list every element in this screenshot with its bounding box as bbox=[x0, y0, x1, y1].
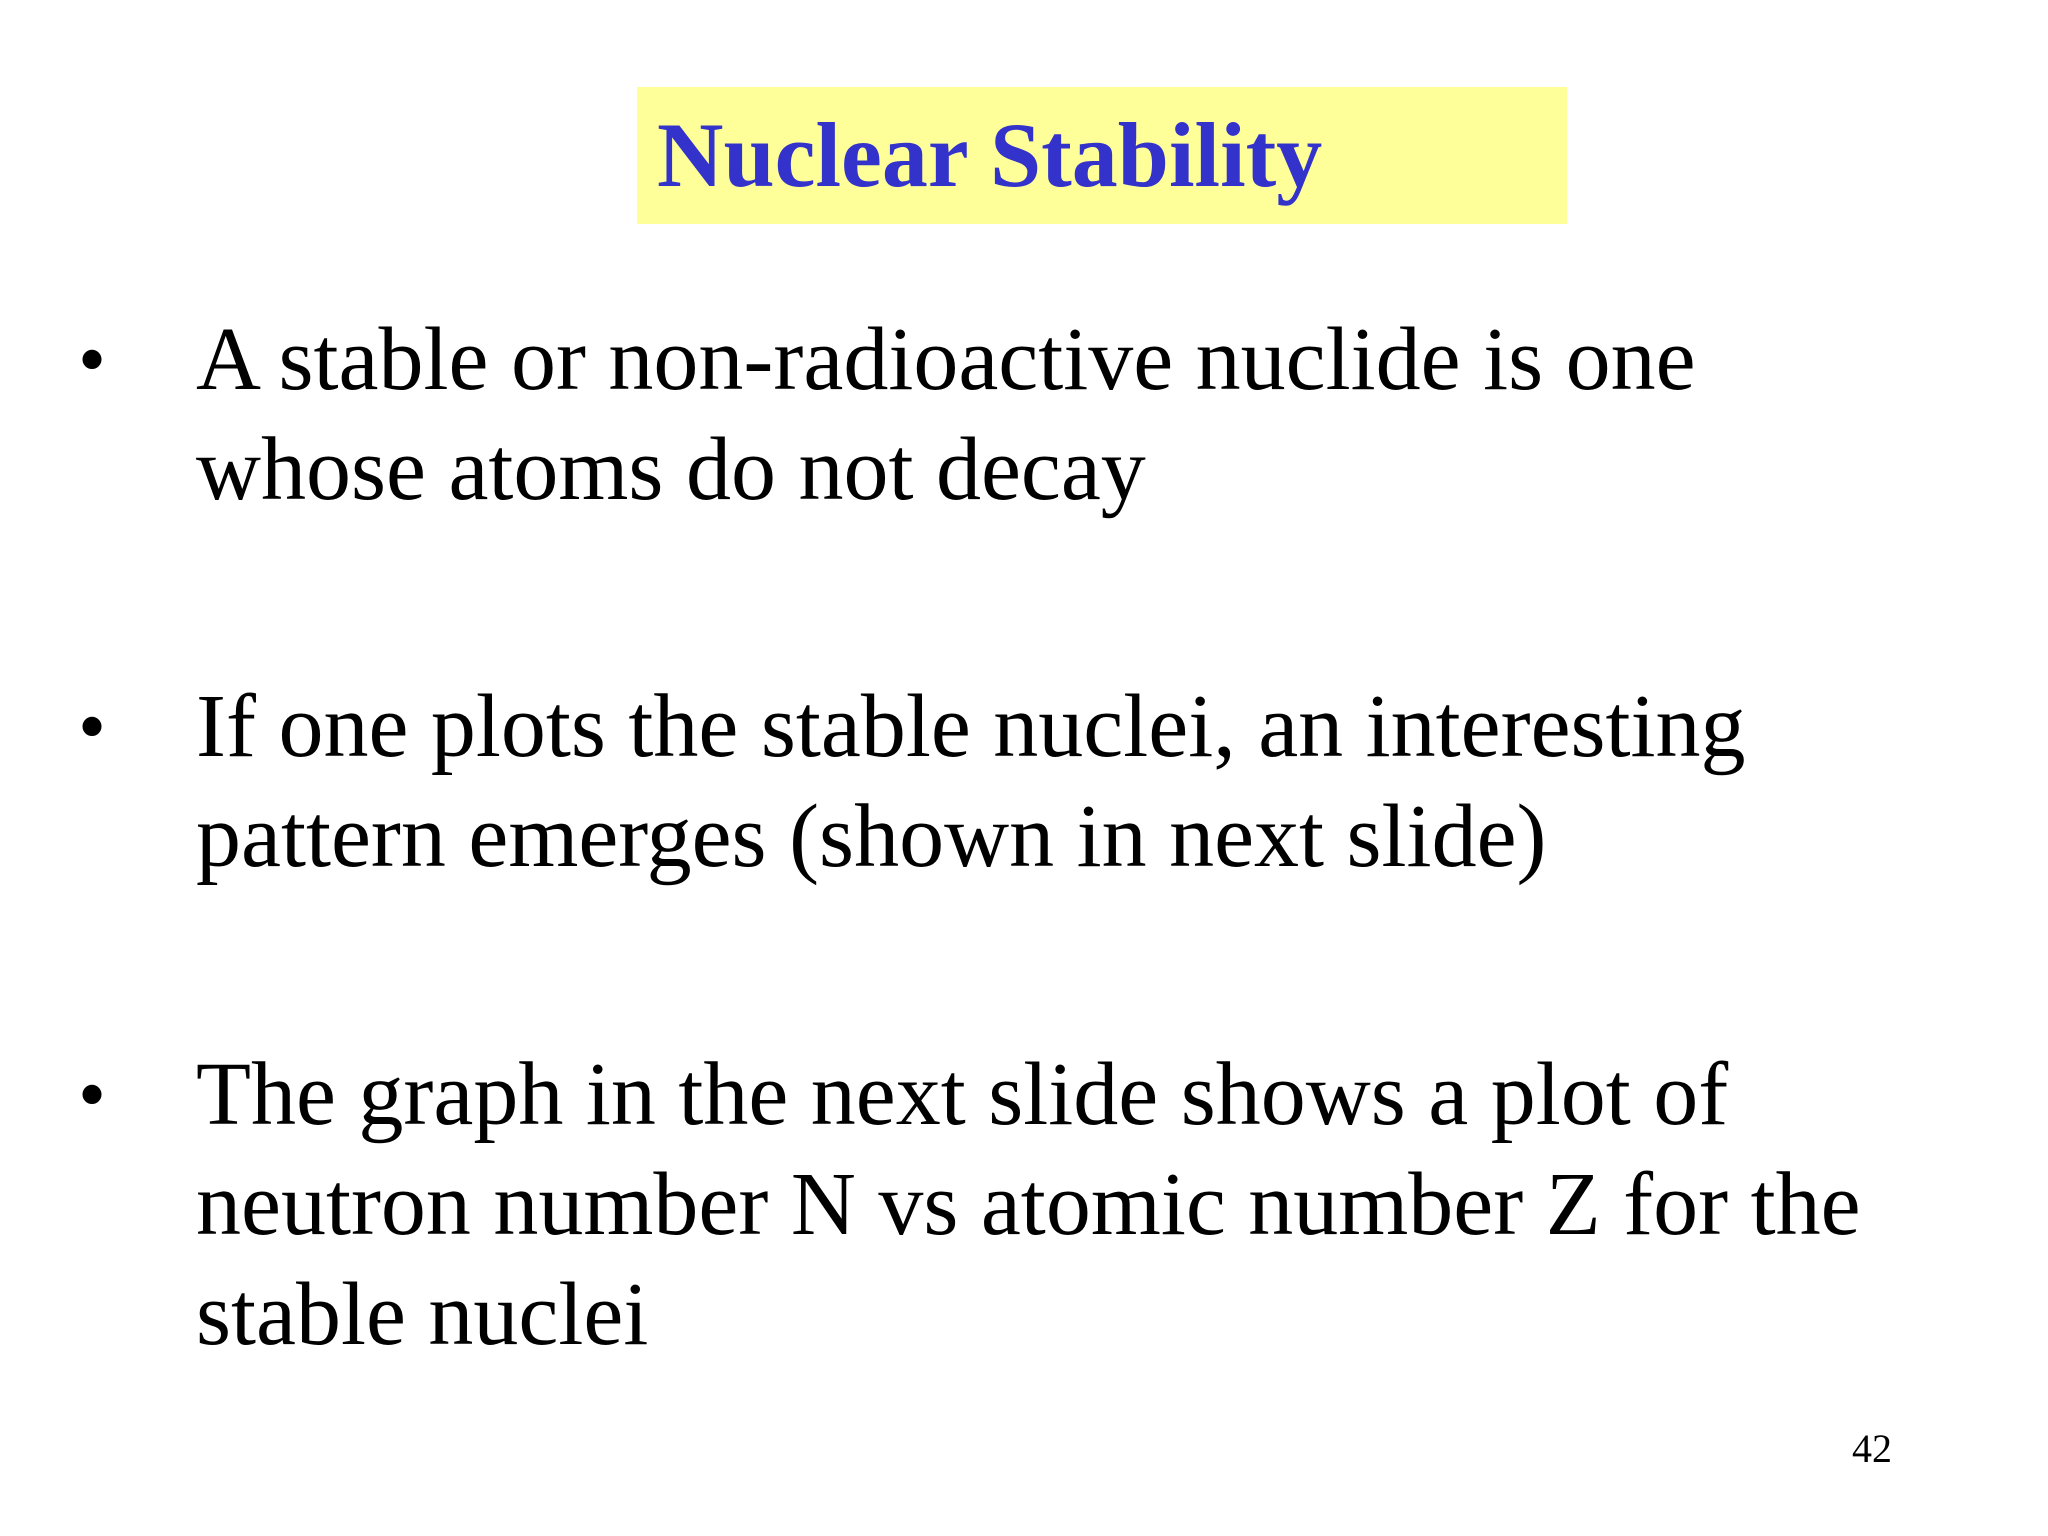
bullet-line: neutron number N vs atomic number Z for the bbox=[196, 1155, 1861, 1254]
bullet-line: pattern emerges (shown in next slide) bbox=[196, 787, 1547, 886]
bullet-icon: • bbox=[78, 316, 107, 404]
bullet-line: The graph in the next slide shows a plot of bbox=[196, 1045, 1729, 1144]
bullet-line: stable nuclei bbox=[196, 1265, 649, 1364]
page-number: 42 bbox=[1852, 1426, 1892, 1471]
bullet-text bbox=[196, 1040, 1956, 1370]
bullet-line: whose atoms do not decay bbox=[196, 420, 1146, 519]
slide-title: Nuclear Stability bbox=[657, 104, 1323, 206]
bullet-icon: • bbox=[78, 1051, 107, 1139]
bullet-text bbox=[196, 672, 1956, 892]
bullet-line: If one plots the stable nuclei, an interesting bbox=[196, 677, 1746, 776]
title-box bbox=[637, 87, 1567, 224]
bullet-line: A stable or non-radioactive nuclide is one bbox=[196, 310, 1696, 409]
bullet-text bbox=[196, 305, 1956, 525]
bullet-icon: • bbox=[78, 683, 107, 771]
